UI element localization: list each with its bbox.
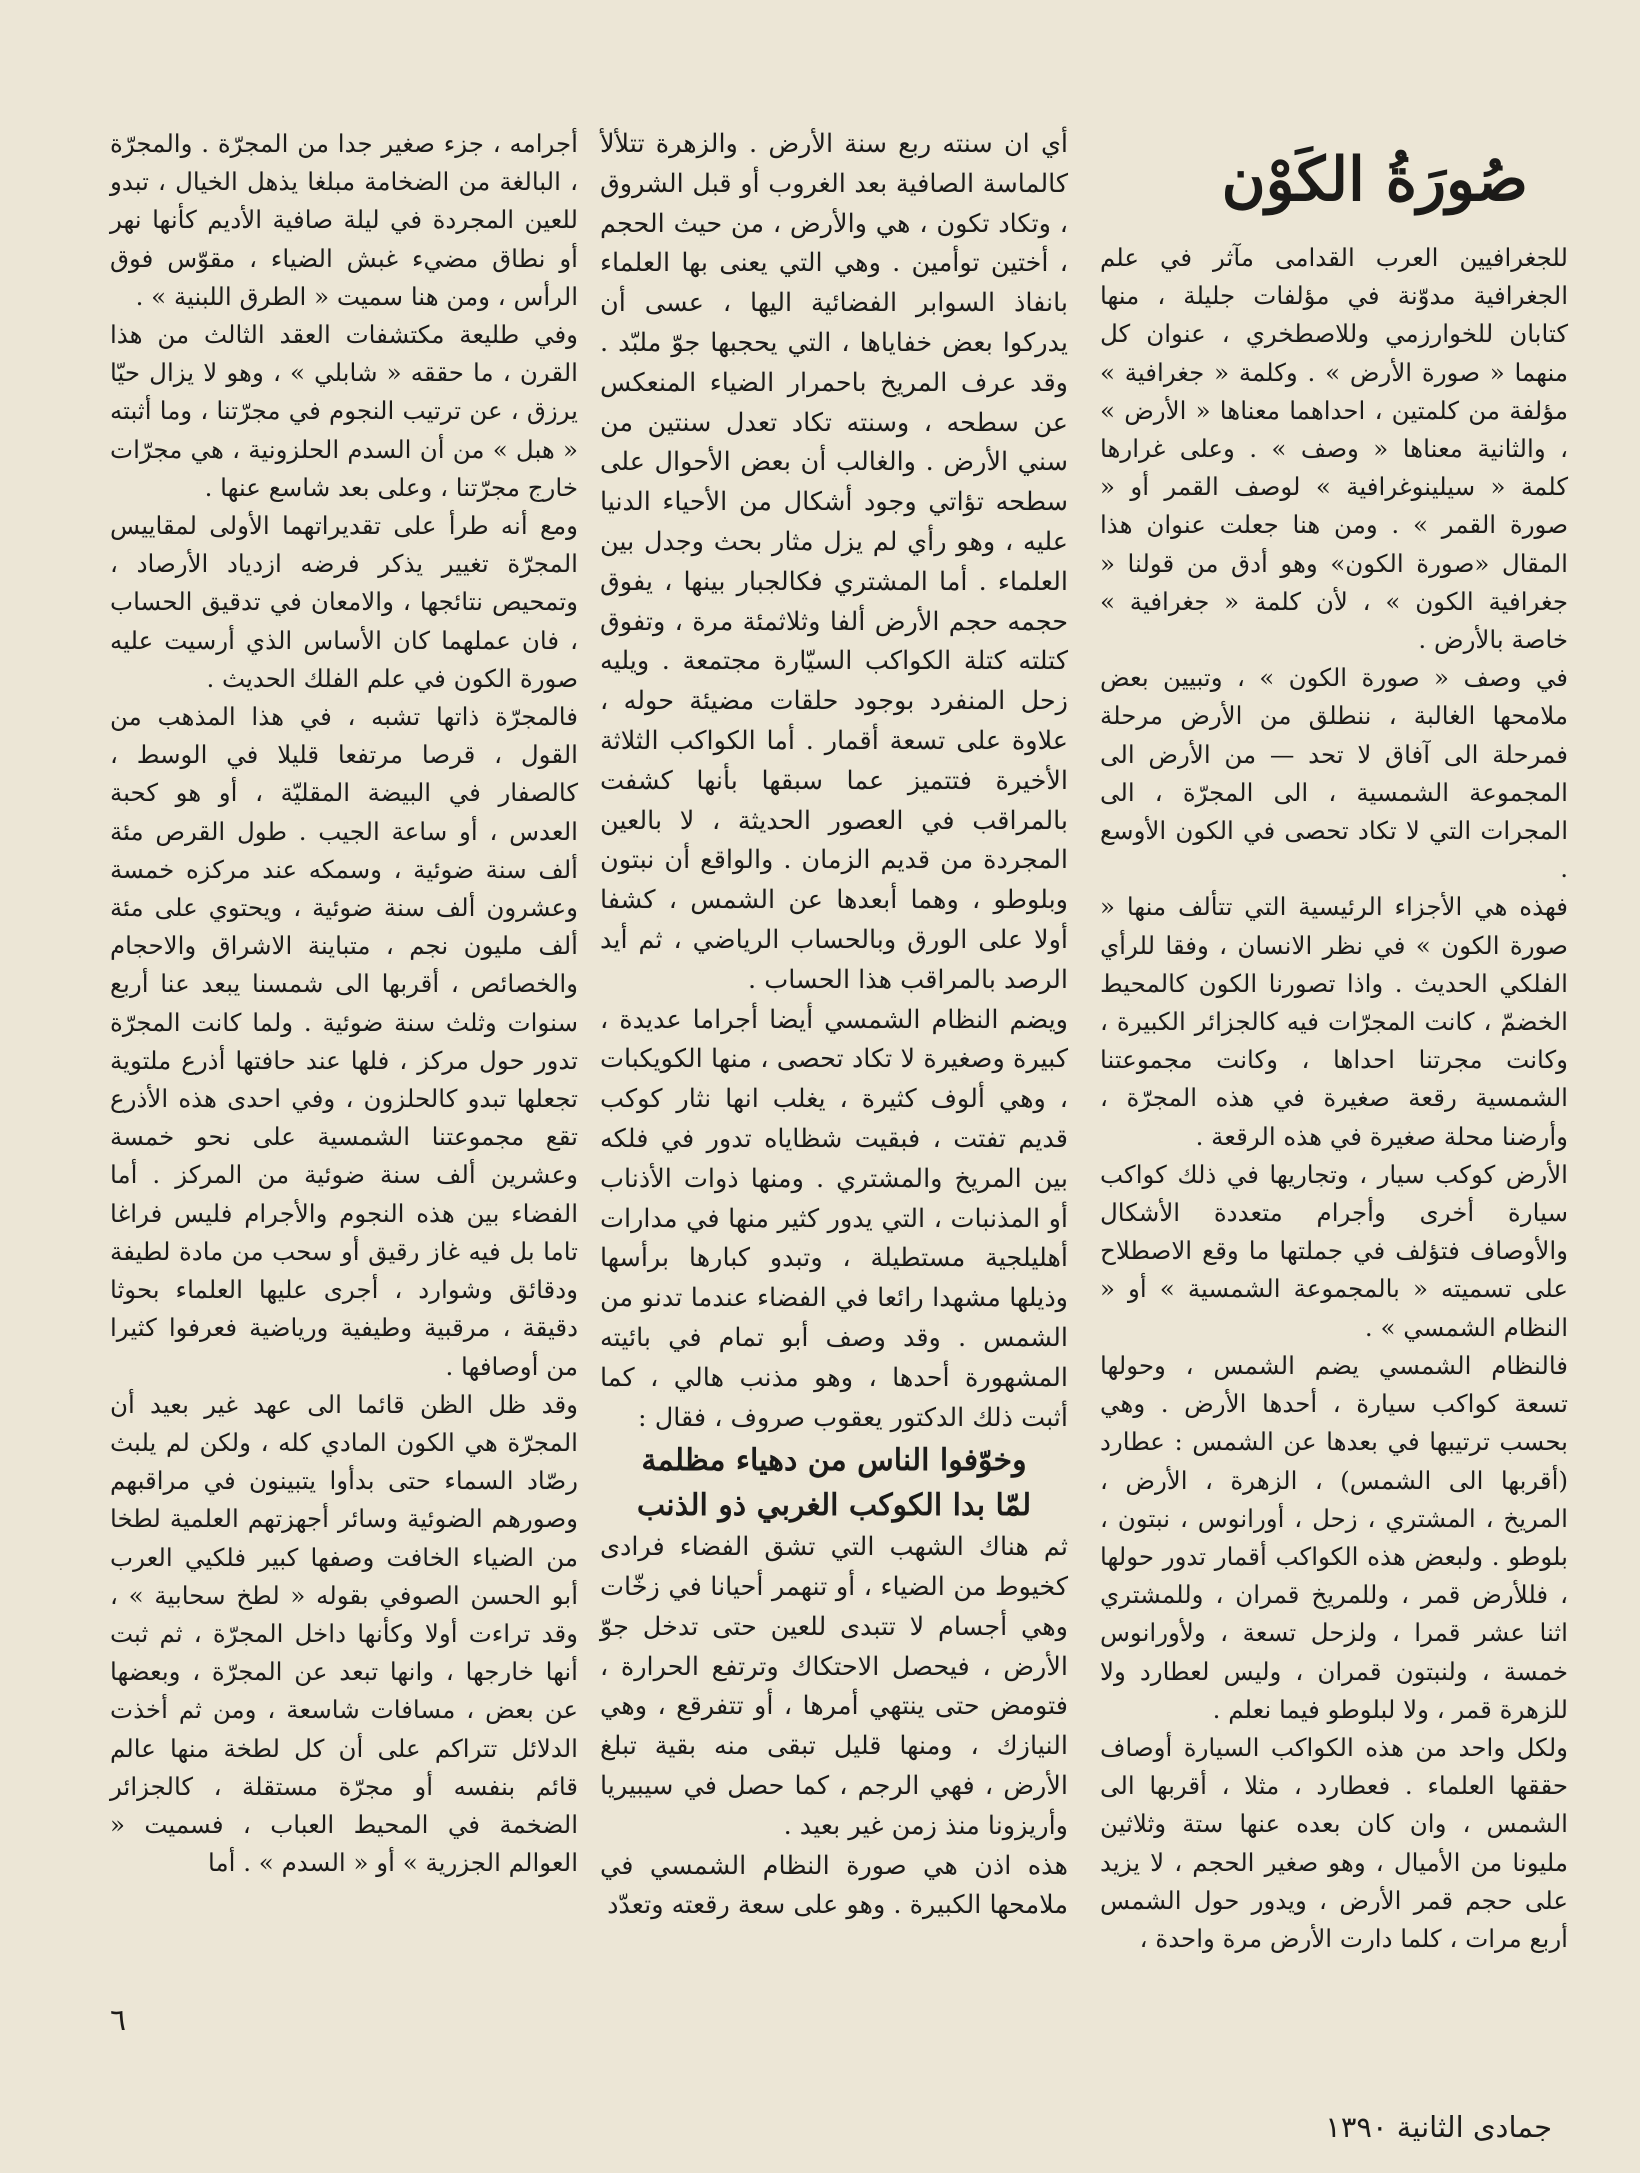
paragraph: فالمجرّة ذاتها تشبه ، في هذا المذهب من القول ، قرصا مرتفعا قليلا في الوسط ، كالصفار في البيضة المقليّة ، أو هو كحبة العدس ، أو ساعة الجيب . طول القرص مئة ألف سنة ضوئية ، وسمكه عند مركزه خمسة وعشرون ألف سنة ضوئية ، ويحتوي على مئة ألف مليون نجم ، متباينة الاشراق والاحجام والخصائص ، أقربها الى شمسنا يبعد عنا أربع سنوات وثلث سنة ضوئية . ولما كانت المجرّة تدور حول مركز ، فلها عند حافتها أذرع ملتوية تجعلها تبدو كالحلزون ، وفي احدى هذه الأذرع تقع مجموعتنا الشمسية على نحو خمسة وعشرين ألف سنة ضوئية من المركز . أما الفضاء بين هذه النجوم والأجرام فليس فراغا تاما بل فيه غاز رقيق أو سحب من مادة لطيفة ودقائق وشوارد ، أجرى عليها العلماء بحوثا دقيقة ، مرقبية وطيفية ورياضية فعرفوا كثيرا من أوصافها . — [110, 702, 578, 1381]
paragraph: ولكل واحد من هذه الكواكب السيارة أوصاف حققها العلماء . فعطارد ، مثلا ، أقربها الى الشمس ، وان كان بعده عنها ستة وثلاثين مليونا من الأميال ، وهو صغير الحجم ، لا يزيد على حجم قمر الأرض ، ويدور حول الشمس أربع مرات ، كلما دارت الأرض مرة واحدة ، — [1100, 1732, 1568, 1953]
paragraph: الأرض كوكب سيار ، وتجاريها في ذلك كواكب سيارة أخرى وأجرام متعددة الأشكال والأوصاف فتؤلف في جملتها ما وقع الاصطلاح على تسميته « بالمجموعة الشمسية » أو « النظام الشمسي » . — [1100, 1159, 1568, 1342]
column-middle — [600, 125, 1068, 1926]
paragraph: ومع أنه طرأ على تقديراتهما الأولى لمقاييس المجرّة تغيير يذكر فرضه ازدياد الأرصاد ، وتمحيص نتائجها ، والامعان في تدقيق الحساب ، فان عملهما كان الأساس الذي أرسيت عليه صورة الكون في علم الفلك الحديث . — [110, 511, 578, 693]
paragraph: وفي طليعة مكتشفات العقد الثالث من هذا القرن ، ما حققه « شابلي » ، وهو لا يزال حيّا يرزق ، عن ترتيب النجوم في مجرّتنا ، وما أثبته « هبل » من أن السدم الحلزونية ، هي مجرّات خارج مجرّتنا ، وعلى بعد شاسع عنها . — [110, 320, 578, 502]
paragraph: ثم هناك الشهب التي تشق الفضاء فرادى كخيوط من الضياء ، أو تنهمر أحيانا في زخّات وهي أجسام لا تتبدى للعين حتى تدخل جوّ الأرض ، فيحصل الاحتكاك وترتفع الحرارة ، فتومض حتى ينتهي أمرها ، أو تتفرقع ، وهي النيازك ، ومنها قليل تبقى منه بقية تبلغ الأرض ، فهي الرجم ، كما حصل في سيبيريا وأريزونا منذ زمن غير بعيد . — [600, 1532, 1068, 1841]
paragraph: في وصف « صورة الكون » ، وتبيين بعض ملامحها الغالبة ، ننطلق من الأرض مرحلة فمرحلة الى آفاق لا تحد — من الأرض الى المجموعة الشمسية ، الى المجرّة ، الى المجرات التي لا تكاد تحصى في الكون الأوسع . — [1100, 663, 1568, 884]
article-title: صُورَةُ الكَوْن — [1221, 145, 1528, 215]
issue-date: جمادى الثانية ١٣٩٠ — [1325, 2110, 1552, 2144]
paragraph: فهذه هي الأجزاء الرئيسية التي تتألف منها « صورة الكون » في نظر الانسان ، وفقا للرأي الفلكي الحديث . واذا تصورنا الكون كالمحيط الخضمّ ، كانت المجرّات فيه كالجزائر الكبيرة ، وكانت مجرتنا احداها ، وكانت مجموعتنا الشمسية رقعة صغيرة في هذه المجرّة ، وأرضنا محلة صغيرة في هذه الرقعة . — [1100, 892, 1568, 1151]
poem-verse: لمّا بدا الكوكب الغربي ذو الذنب — [636, 1488, 1032, 1524]
paragraph: ويضم النظام الشمسي أيضا أجراما عديدة ، كبيرة وصغيرة لا تكاد تحصى ، منها الكويكبات ، وهي ألوف كثيرة ، يغلب انها نثار كوكب قديم تفتت ، فبقيت شظاياه تدور في فلكه بين المريخ والمشتري . ومنها ذوات الأذناب أو المذنبات ، التي يدور كثير منها في مدارات أهليلجية مستطيلة ، وتبدو كبارها برأسها وذيلها مشهدا رائعا في الفضاء عندما تدنو من الشمس . وقد وصف أبو تمام في بائيته المشهورة أحدها ، وهو مذنب هالي ، كما أثبت ذلك الدكتور يعقوب صروف ، فقال : — [600, 1004, 1068, 1433]
paragraph: هذه اذن هي صورة النظام الشمسي في ملامحها الكبيرة . وهو على سعة رقعته وتعدّد — [600, 1850, 1068, 1921]
paragraph: أي ان سنته ربع سنة الأرض . والزهرة تتلألأ كالماسة الصافية بعد الغروب أو قبل الشروق ، وتكاد تكون ، هي والأرض ، من حيث الحجم ، أختين توأمين . وهي التي يعنى بها العلماء بانفاذ السوابر الفضائية اليها ، عسى أن يدركوا بعض خفاياها ، التي يحجبها جوّ ملبّد . وقد عرف المريخ باحمرار الضياء المنعكس عن سطحه ، وسنته تكاد تعدل سنتين من سني الأرض . والغالب أن بعض الأحوال على سطحه تؤاتي وجود أشكال من الأحياء الدنيا عليه ، وهو رأي لم يزل مثار بحث وجدل بين العلماء . أما المشتري فكالجبار بينها ، يفوق حجمه حجم الأرض ألفا وثلاثمئة مرة ، وتفوق كتلته كتلة الكواكب السيّارة مجتمعة . ويليه زحل المنفرد بوجود حلقات مضيئة حوله ، علاوة على تسعة أقمار . أما الكواكب الثلاثة الأخيرة فتتميز عما سبقها بأنها كشفت بالمراقب في العصور الحديثة ، لا بالعين المجردة من قديم الزمان . والواقع أن نبتون وبلوطو ، وهما أبعدها عن الشمس ، كشفا أولا على الورق وبالحساب الرياضي ، ثم أيد الرصد بالمراقب هذا الحساب . — [600, 129, 1068, 995]
paragraph: فالنظام الشمسي يضم الشمس ، وحولها تسعة كواكب سيارة ، أحدها الأرض . وهي بحسب ترتيبها في بعدها عن الشمس : عطارد (أقربها الى الشمس) ، الزهرة ، الأرض ، المريخ ، المشتري ، زحل ، أورانوس ، نبتون ، بلوطو . ولبعض هذه الكواكب أقمار تدور حولها ، فللأرض قمر ، وللمريخ قمران ، وللمشتري اثنا عشر قمرا ، ولزحل تسعة ، ولأورانوس خمسة ، ولنبتون قمران ، وليس لعطارد ولا للزهرة قمر ، ولا لبلوطو فيما نعلم . — [1100, 1350, 1568, 1724]
paragraph: للجغرافيين العرب القدامى مآثر في علم الجغرافية مدوّنة في مؤلفات جليلة ، منها كتابان للخوارزمي وللاصطخري ، عنوان كل منهما « صورة الأرض » . وكلمة « جغرافية » مؤلفة من كلمتين ، احداهما معناها « الأرض » ، والثانية معناها « وصف » . وعلى غرارها كلمة « سيلينوغرافية » لوصف القمر أو « صورة القمر » . ومن هنا جعلت عنوان هذا المقال «صورة الكون» وهو أدق من قولنا « جغرافية الكون » ، لأن كلمة « جغرافية » خاصة بالأرض . — [1100, 243, 1568, 655]
paragraph: أجرامه ، جزء صغير جدا من المجرّة . والمجرّة ، البالغة من الضخامة مبلغا يذهل الخيال ، تبدو للعين المجردة في ليلة صافية الأديم كأنها نهر أو نطاق مضيء غبش الضياء ، مقوّس فوق الرأس ، ومن هنا سميت « الطرق اللبنية » . — [110, 129, 578, 311]
column-left — [110, 125, 578, 1882]
poem-verse: وخوّفوا الناس من دهياء مظلمة — [641, 1443, 1027, 1479]
column-right — [1100, 125, 1568, 1958]
paragraph: وقد ظل الظن قائما الى عهد غير بعيد أن المجرّة هي الكون المادي كله ، ولكن لم يلبث رصّاد السماء حتى بدأوا يتبينون في مراقبهم وصورهم الضوئية وسائر أجهزتهم العلمية لطخا من الضياء الخافت وصفها كبير فلكيي العرب أبو الحسن الصوفي بقوله « لطخ سحابية » ، وقد تراءت أولا وكأنها داخل المجرّة ، ثم ثبت أنها خارجها ، وانها تبعد عن المجرّة ، وبعضها عن بعض ، مسافات شاسعة ، ومن ثم أخذت الدلائل تتراكم على أن كل لطخة منها عالم قائم بنفسه أو مجرّة مستقلة ، كالجزائر الضخمة في المحيط العباب ، فسميت « العوالم الجزرية » أو « السدم » . أما — [110, 1389, 578, 1878]
page-number: ٦ — [110, 2003, 127, 2038]
